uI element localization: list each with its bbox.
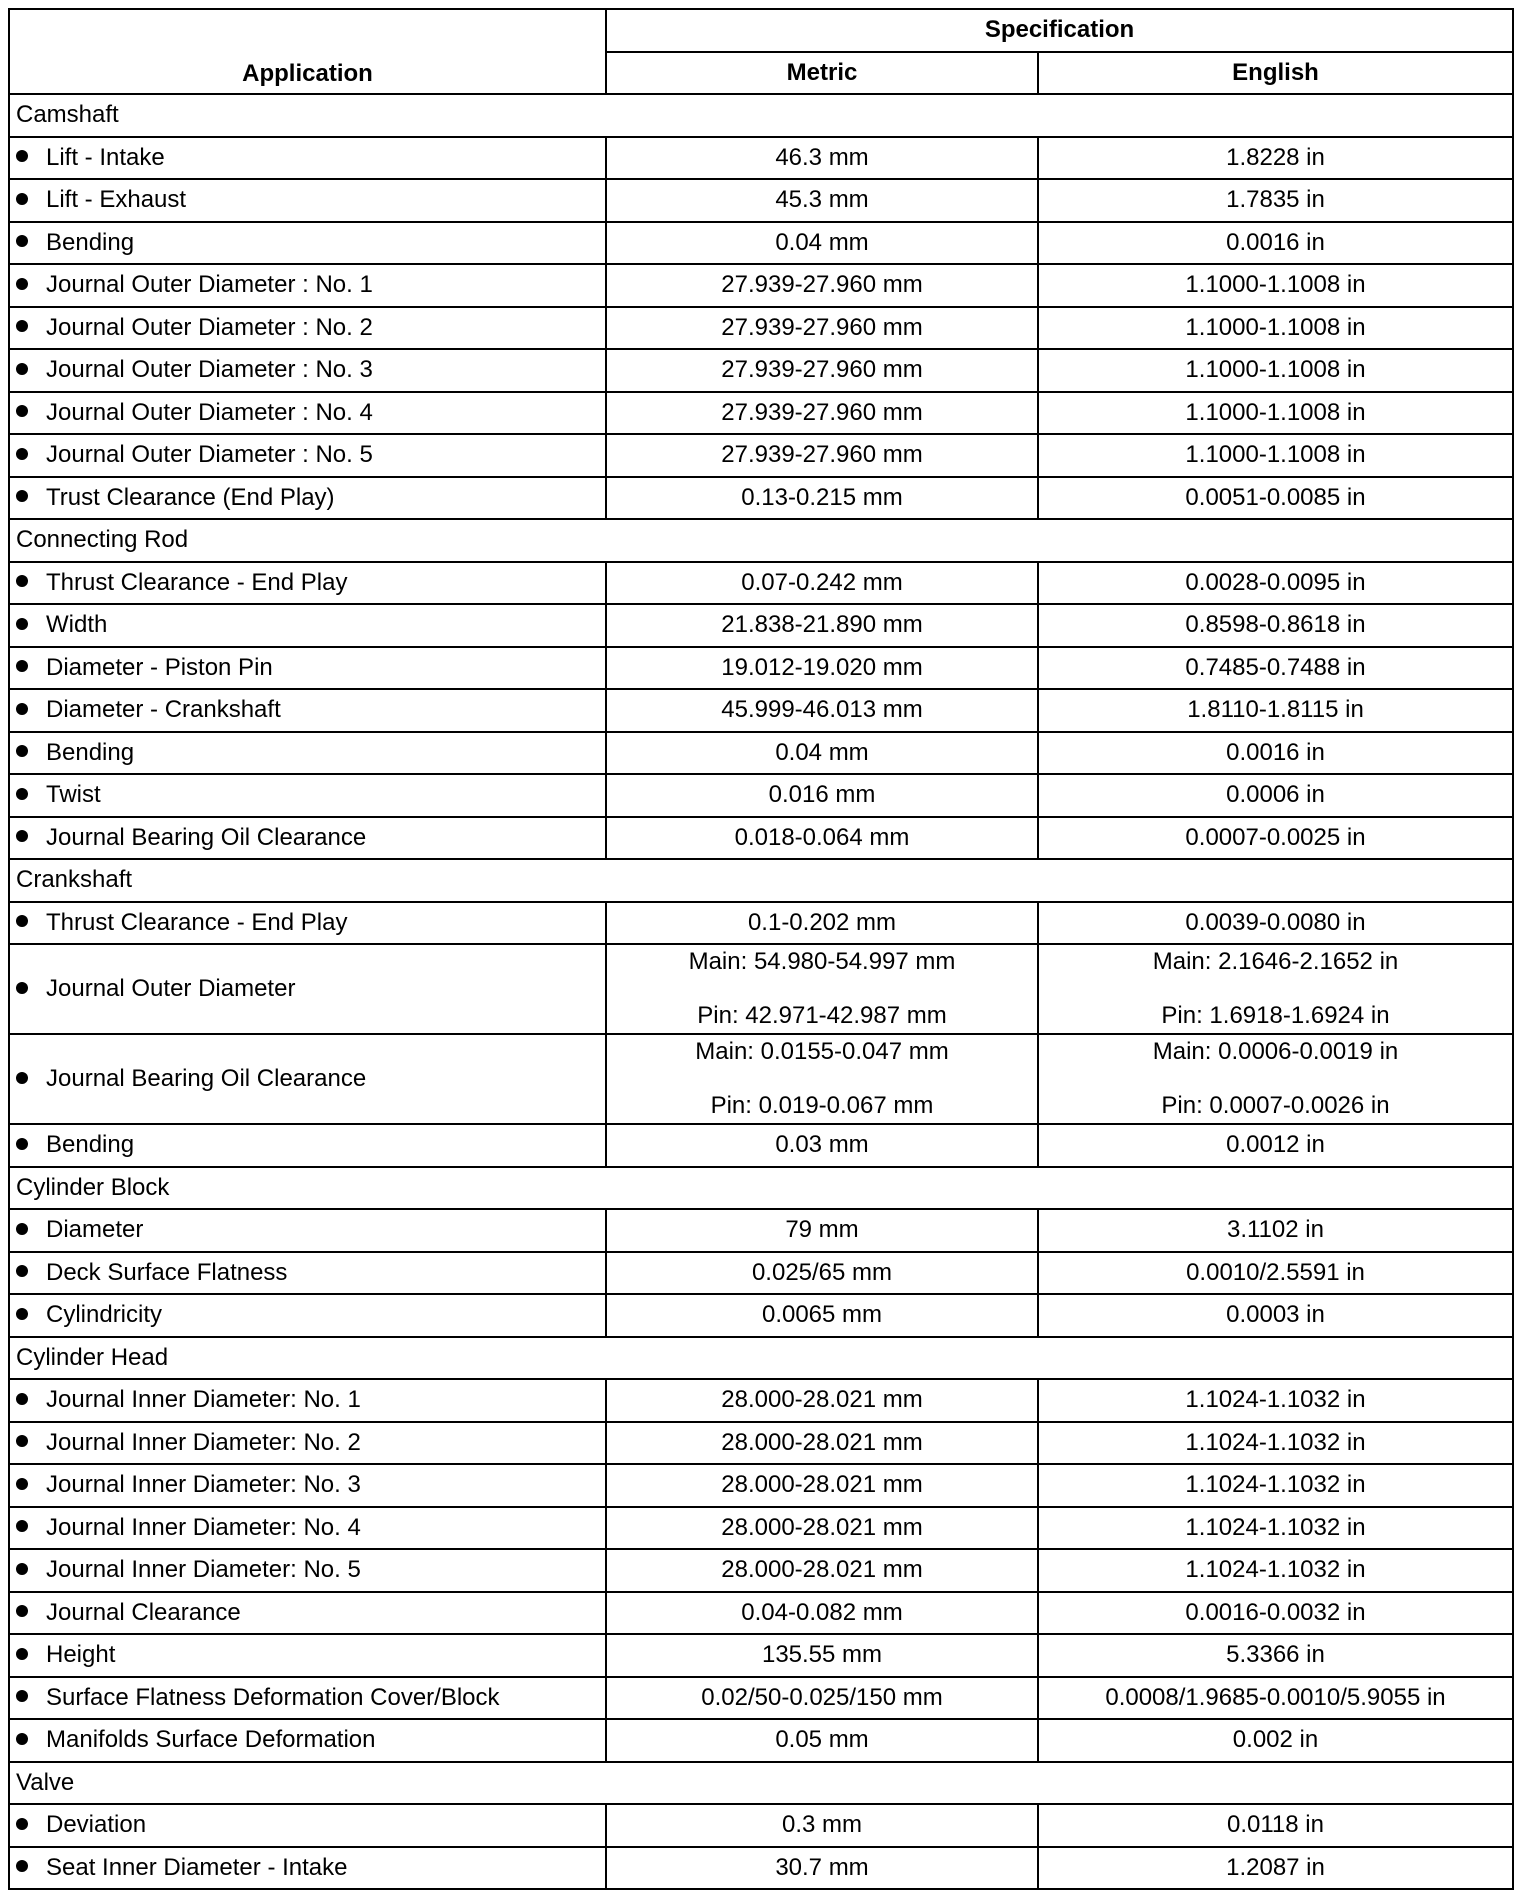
metric-header: Metric [606,52,1038,95]
metric-cell: 28.000-28.021 mm [606,1549,1038,1592]
english-cell: 1.1000-1.1008 in [1038,434,1513,477]
english-cell: 0.7485-0.7488 in [1038,647,1513,690]
metric-cell: 30.7 mm [606,1847,1038,1890]
metric-cell: 45.3 mm [606,179,1038,222]
table-row [9,1847,1513,1890]
english-cell: 0.0007-0.0025 in [1038,817,1513,860]
application-cell [9,774,606,817]
bullet-icon [16,1072,28,1084]
section-row [9,859,1513,902]
metric-cell: 0.0065 mm [606,1294,1038,1337]
application-cell [9,222,606,265]
application-label: Journal Inner Diameter: No. 4 [46,1513,361,1541]
application-cell [9,1549,606,1592]
application-cell [9,1422,606,1465]
bullet-icon [16,703,28,715]
application-label: Thrust Clearance - End Play [46,908,348,936]
table-row [9,1252,1513,1295]
metric-cell: 27.939-27.960 mm [606,392,1038,435]
application-cell [9,1379,606,1422]
english-cell: 1.1000-1.1008 in [1038,349,1513,392]
application-cell [9,604,606,647]
table-row [9,902,1513,945]
section-title: Cylinder Head [9,1337,1513,1380]
application-cell [9,817,606,860]
application-cell [9,562,606,605]
english-cell: 1.1024-1.1032 in [1038,1464,1513,1507]
english-cell: 0.0012 in [1038,1124,1513,1167]
application-label: Journal Clearance [46,1598,241,1626]
application-label: Journal Inner Diameter: No. 5 [46,1556,361,1584]
bullet-icon [16,745,28,757]
metric-cell: 28.000-28.021 mm [606,1507,1038,1550]
metric-value-line: Main: 54.980-54.997 mm [688,948,956,975]
bullet-icon [16,448,28,460]
section-title: Cylinder Block [9,1167,1513,1210]
metric-value-line: Main: 0.0155-0.047 mm [695,1038,949,1065]
section-row [9,94,1513,137]
application-cell [9,137,606,180]
application-label: Journal Bearing Oil Clearance [46,1065,367,1092]
application-label: Bending [46,228,135,256]
english-cell: 0.0003 in [1038,1294,1513,1337]
table-row [9,1804,1513,1847]
bullet-icon [16,1435,28,1447]
table-row [9,944,1513,1034]
english-cell: 1.1024-1.1032 in [1038,1422,1513,1465]
application-cell [9,732,606,775]
application-label: Manifolds Surface Deformation [46,1726,376,1754]
application-cell [9,1634,606,1677]
table-row [9,689,1513,732]
table-row [9,1034,1513,1124]
application-cell [9,1294,606,1337]
application-label: Journal Outer Diameter : No. 2 [46,313,373,341]
application-label: Journal Outer Diameter : No. 5 [46,441,373,469]
table-row [9,1549,1513,1592]
english-value-line: Pin: 1.6918-1.6924 in [1161,1002,1390,1029]
application-cell [9,902,606,945]
metric-cell: 0.3 mm [606,1804,1038,1847]
section-title: Crankshaft [9,859,1513,902]
application-cell [9,1719,606,1762]
application-cell [9,1209,606,1252]
application-cell [9,1034,606,1124]
application-cell [9,179,606,222]
table-row [9,1124,1513,1167]
application-cell [9,1507,606,1550]
bullet-icon [16,1733,28,1745]
english-cell: 0.0051-0.0085 in [1038,477,1513,520]
table-row [9,137,1513,180]
bullet-icon [16,278,28,290]
metric-cell: 27.939-27.960 mm [606,307,1038,350]
bullet-icon [16,1690,28,1702]
bullet-icon [16,1563,28,1575]
application-label: Diameter - Piston Pin [46,653,273,681]
metric-cell: 0.07-0.242 mm [606,562,1038,605]
metric-cell: 27.939-27.960 mm [606,434,1038,477]
table-row [9,1379,1513,1422]
english-cell: 1.2087 in [1038,1847,1513,1890]
english-cell: 0.0010/2.5591 in [1038,1252,1513,1295]
bullet-icon [16,363,28,375]
metric-cell [606,944,1038,1034]
table-row [9,1464,1513,1507]
application-cell [9,307,606,350]
bullet-icon [16,1308,28,1320]
metric-cell: 0.03 mm [606,1124,1038,1167]
bullet-icon [16,405,28,417]
table-row [9,1634,1513,1677]
metric-cell: 46.3 mm [606,137,1038,180]
application-label: Twist [46,781,101,809]
bullet-icon [16,788,28,800]
bullet-icon [16,235,28,247]
application-label: Height [46,1641,116,1669]
english-value-line: Pin: 0.0007-0.0026 in [1161,1092,1390,1119]
metric-cell: 0.04 mm [606,732,1038,775]
table-row [9,1677,1513,1720]
application-label: Surface Flatness Deformation Cover/Block [46,1683,500,1711]
english-cell: 0.0016 in [1038,222,1513,265]
section-row [9,519,1513,562]
english-cell: 1.8228 in [1038,137,1513,180]
application-cell [9,1847,606,1890]
section-row [9,1337,1513,1380]
application-label: Journal Inner Diameter: No. 1 [46,1386,361,1414]
application-label: Bending [46,738,135,766]
table-row [9,477,1513,520]
metric-cell: 0.13-0.215 mm [606,477,1038,520]
bullet-icon [16,1265,28,1277]
table-row [9,817,1513,860]
bullet-icon [16,1818,28,1830]
metric-cell: 21.838-21.890 mm [606,604,1038,647]
table-row [9,1294,1513,1337]
application-label: Journal Inner Diameter: No. 3 [46,1471,361,1499]
metric-cell: 28.000-28.021 mm [606,1379,1038,1422]
table-row [9,434,1513,477]
application-label: Width [46,611,108,639]
bullet-icon [16,1860,28,1872]
application-label: Journal Outer Diameter [46,975,296,1002]
section-row [9,1167,1513,1210]
application-cell [9,1804,606,1847]
english-cell: 0.0118 in [1038,1804,1513,1847]
english-header: English [1038,52,1513,95]
application-label: Journal Bearing Oil Clearance [46,823,367,851]
table-row [9,307,1513,350]
table-row [9,1507,1513,1550]
english-cell: 1.1024-1.1032 in [1038,1507,1513,1550]
english-cell: 0.0016-0.0032 in [1038,1592,1513,1635]
english-cell: 3.1102 in [1038,1209,1513,1252]
application-label: Cylindricity [46,1301,163,1329]
bullet-icon [16,1393,28,1405]
application-label: Thrust Clearance - End Play [46,568,348,596]
application-cell [9,1124,606,1167]
english-cell [1038,1034,1513,1124]
metric-cell: 0.1-0.202 mm [606,902,1038,945]
application-label: Lift - Intake [46,143,165,171]
application-cell [9,944,606,1034]
metric-cell: 27.939-27.960 mm [606,349,1038,392]
table-row [9,1719,1513,1762]
bullet-icon [16,1648,28,1660]
application-cell [9,689,606,732]
application-label: Lift - Exhaust [46,186,187,214]
metric-cell: 0.018-0.064 mm [606,817,1038,860]
application-label: Journal Outer Diameter : No. 4 [46,398,373,426]
bullet-icon [16,660,28,672]
table-header [9,9,1513,94]
application-cell [9,1464,606,1507]
english-cell: 0.8598-0.8618 in [1038,604,1513,647]
metric-cell: 0.02/50-0.025/150 mm [606,1677,1038,1720]
application-label: Diameter - Crankshaft [46,696,281,724]
table-row [9,1209,1513,1252]
metric-cell [606,1034,1038,1124]
table-row [9,1592,1513,1635]
english-cell: 0.0028-0.0095 in [1038,562,1513,605]
table-row [9,732,1513,775]
application-label: Journal Outer Diameter : No. 3 [46,356,373,384]
bullet-icon [16,575,28,587]
application-cell [9,1252,606,1295]
english-cell: 0.0039-0.0080 in [1038,902,1513,945]
section-title: Camshaft [9,94,1513,137]
english-cell: 1.1000-1.1008 in [1038,307,1513,350]
english-cell: 1.8110-1.8115 in [1038,689,1513,732]
bullet-icon [16,982,28,994]
application-label: Trust Clearance (End Play) [46,483,335,511]
bullet-icon [16,320,28,332]
application-cell [9,392,606,435]
application-label: Deviation [46,1811,147,1839]
metric-cell: 0.04 mm [606,222,1038,265]
bullet-icon [16,193,28,205]
english-value-line: Main: 2.1646-2.1652 in [1152,948,1399,975]
application-label: Seat Inner Diameter - Intake [46,1853,348,1881]
application-cell [9,264,606,307]
bullet-icon [16,1223,28,1235]
english-cell [1038,944,1513,1034]
specification-header: Specification [606,9,1513,52]
english-cell: 0.0008/1.9685-0.0010/5.9055 in [1038,1677,1513,1720]
bullet-icon [16,490,28,502]
application-cell [9,477,606,520]
application-label: Bending [46,1131,135,1159]
application-label: Deck Surface Flatness [46,1258,288,1286]
section-title: Valve [9,1762,1513,1805]
section-title: Connecting Rod [9,519,1513,562]
application-cell [9,647,606,690]
metric-value-line: Pin: 0.019-0.067 mm [710,1092,934,1119]
table-row [9,1422,1513,1465]
metric-cell: 28.000-28.021 mm [606,1464,1038,1507]
section-row [9,1762,1513,1805]
bullet-icon [16,150,28,162]
table-row [9,562,1513,605]
table-row [9,604,1513,647]
application-header: Application [9,9,606,94]
application-cell [9,1592,606,1635]
bullet-icon [16,1138,28,1150]
application-cell [9,1677,606,1720]
english-cell: 0.0006 in [1038,774,1513,817]
bullet-icon [16,1605,28,1617]
table-row [9,774,1513,817]
application-label: Journal Inner Diameter: No. 2 [46,1428,361,1456]
bullet-icon [16,1520,28,1532]
table-row [9,179,1513,222]
application-cell [9,349,606,392]
english-cell: 1.1024-1.1032 in [1038,1379,1513,1422]
application-label: Diameter [46,1216,144,1244]
metric-cell: 19.012-19.020 mm [606,647,1038,690]
english-cell: 1.1000-1.1008 in [1038,264,1513,307]
metric-cell: 79 mm [606,1209,1038,1252]
metric-cell: 0.04-0.082 mm [606,1592,1038,1635]
bullet-icon [16,1478,28,1490]
metric-cell: 0.016 mm [606,774,1038,817]
table-row [9,647,1513,690]
bullet-icon [16,915,28,927]
table-row [9,264,1513,307]
metric-cell: 45.999-46.013 mm [606,689,1038,732]
application-label: Journal Outer Diameter : No. 1 [46,271,373,299]
metric-cell: 27.939-27.960 mm [606,264,1038,307]
table-row [9,392,1513,435]
metric-cell: 28.000-28.021 mm [606,1422,1038,1465]
table-row [9,222,1513,265]
application-cell [9,434,606,477]
bullet-icon [16,830,28,842]
english-cell: 1.1024-1.1032 in [1038,1549,1513,1592]
english-cell: 5.3366 in [1038,1634,1513,1677]
table-row [9,349,1513,392]
metric-cell: 135.55 mm [606,1634,1038,1677]
english-cell: 1.7835 in [1038,179,1513,222]
english-value-line: Main: 0.0006-0.0019 in [1152,1038,1399,1065]
bullet-icon [16,618,28,630]
metric-value-line: Pin: 42.971-42.987 mm [697,1002,947,1029]
english-cell: 1.1000-1.1008 in [1038,392,1513,435]
table-body [9,94,1513,1889]
english-cell: 0.002 in [1038,1719,1513,1762]
english-cell: 0.0016 in [1038,732,1513,775]
metric-cell: 0.025/65 mm [606,1252,1038,1295]
metric-cell: 0.05 mm [606,1719,1038,1762]
specification-table [8,8,1514,1890]
